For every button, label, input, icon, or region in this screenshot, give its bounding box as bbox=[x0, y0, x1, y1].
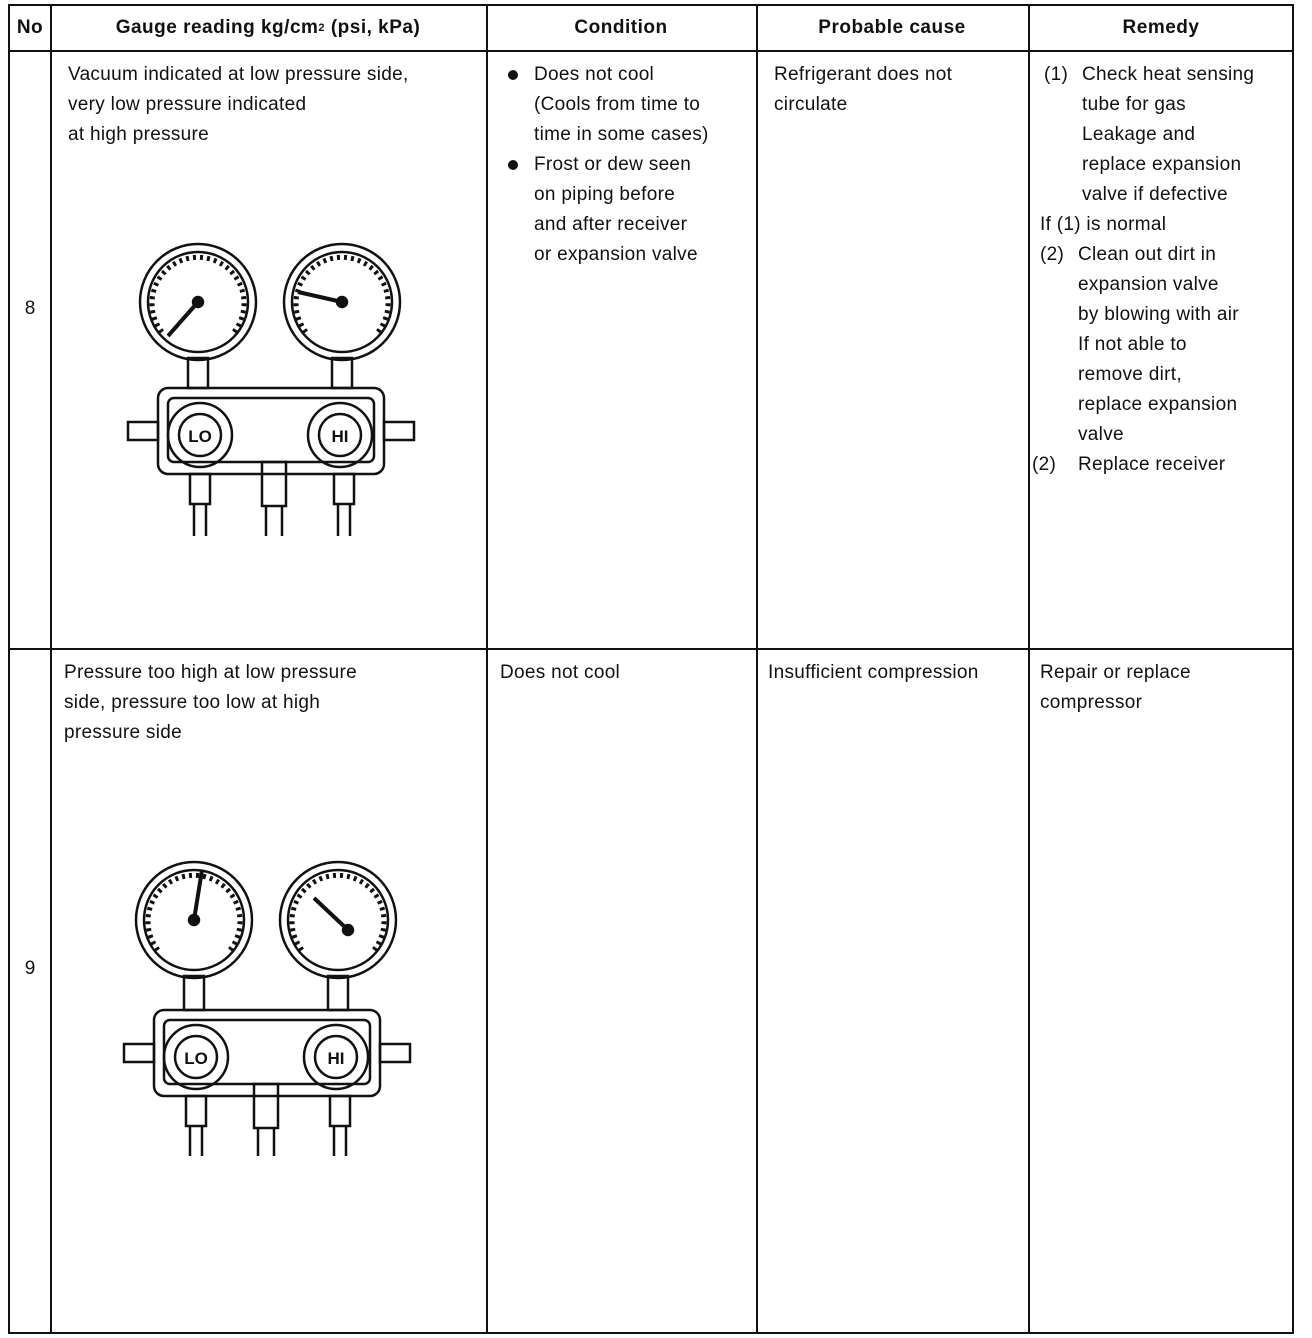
remedy-text: Repair or replace compressor bbox=[1040, 662, 1191, 713]
header-no: No bbox=[16, 17, 44, 38]
bullet-icon bbox=[508, 160, 518, 170]
header-gauge-reading-main: Gauge reading kg/cm bbox=[115, 17, 319, 38]
hi-label: HI bbox=[331, 427, 349, 446]
remedy-step: (2) Replace receiver bbox=[1032, 454, 1226, 475]
gauge-reading-text: Vacuum indicated at low pressure side, very low pressure indicated at high pressure bbox=[68, 64, 409, 145]
gauge-reading-text: Pressure too high at low pressure side, pressure too low at high pressure side bbox=[64, 662, 357, 743]
header-divider bbox=[10, 50, 1292, 52]
column-divider bbox=[756, 6, 758, 1332]
troubleshooting-table bbox=[8, 4, 1294, 1334]
manifold-gauge-illustration bbox=[106, 858, 416, 1158]
header-gauge-reading-sup: 2 bbox=[318, 22, 326, 34]
row-number: 8 bbox=[24, 298, 36, 319]
remedy-step: (2) Clean out dirt in expansion valve by blowing with air If not able to remove dirt, replace expansion valve bbox=[1040, 244, 1239, 445]
condition-item: Frost or dew seen on piping before and after receiver or expansion valve bbox=[504, 150, 750, 270]
condition-list bbox=[504, 60, 750, 270]
hi-label: HI bbox=[327, 1049, 345, 1068]
probable-cause-text: Insufficient compression bbox=[768, 662, 979, 683]
header-gauge-reading-units: (psi, kPa) bbox=[325, 17, 421, 38]
header-probable-cause: Probable cause bbox=[818, 17, 966, 38]
condition-item: Does not cool (Cools from time to time in some cases) bbox=[504, 60, 750, 150]
lo-label: LO bbox=[184, 1049, 208, 1068]
remedy-step: (1) Check heat sensing tube for gas Leakage and replace expansion valve if defective bbox=[1044, 64, 1255, 205]
column-divider bbox=[1028, 6, 1030, 1332]
header-remedy: Remedy bbox=[1122, 17, 1200, 38]
column-divider bbox=[50, 6, 52, 1332]
column-divider bbox=[486, 6, 488, 1332]
remedy-condition: If (1) is normal bbox=[1040, 214, 1167, 235]
bullet-icon bbox=[508, 70, 518, 80]
remedy-steps bbox=[1032, 60, 1292, 480]
row-number: 9 bbox=[24, 958, 36, 979]
lo-label: LO bbox=[188, 427, 212, 446]
manifold-gauge-illustration bbox=[110, 240, 420, 540]
condition-text: Does not cool bbox=[500, 662, 621, 683]
header-condition: Condition bbox=[574, 17, 668, 38]
row-divider bbox=[10, 648, 1292, 650]
probable-cause-text: Refrigerant does not circulate bbox=[774, 64, 953, 115]
header-gauge-reading bbox=[50, 6, 486, 50]
